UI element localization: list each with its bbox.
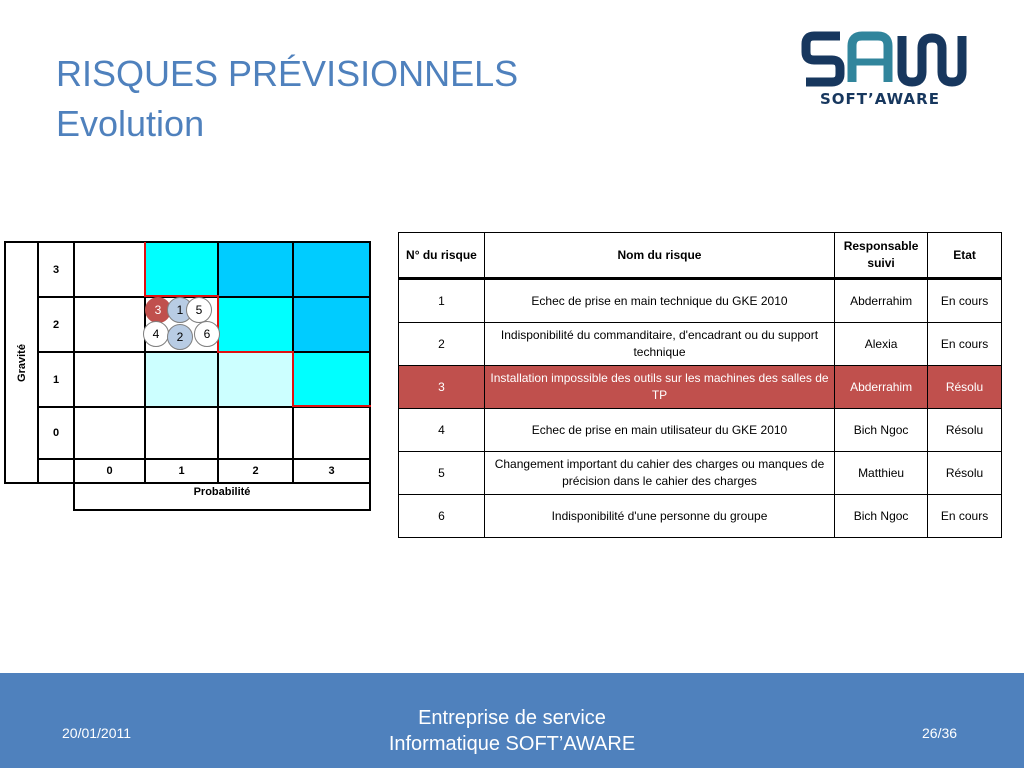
risk-threshold-line bbox=[0, 0, 380, 520]
risk-bubble-1: 1 bbox=[167, 297, 193, 323]
table-row-highlighted bbox=[399, 366, 1002, 409]
footer-line-2: Informatique SOFT’AWARE bbox=[388, 733, 636, 755]
y-axis-label: Gravité bbox=[15, 343, 28, 382]
risk-owner: Abderrahim bbox=[835, 366, 928, 409]
x-axis-label: Probabilité bbox=[193, 486, 251, 498]
table-header-row bbox=[399, 233, 1002, 279]
y-tick-3: 3 bbox=[52, 263, 60, 276]
risk-name: Echec de prise en main utilisateur du GKE 2010 bbox=[484, 409, 834, 452]
risk-bubble-5: 5 bbox=[186, 297, 212, 323]
risk-name: Indisponibilité du commanditaire, d'encadrant ou du support technique bbox=[484, 323, 834, 366]
page-subtitle: Evolution bbox=[56, 103, 205, 144]
risk-owner: Bich Ngoc bbox=[835, 495, 928, 538]
risk-bubble-3: 3 bbox=[145, 297, 171, 323]
x-tick-1: 1 bbox=[178, 465, 185, 477]
footer-date: 20/01/2011 bbox=[62, 725, 132, 741]
risk-state: Résolu bbox=[928, 452, 1002, 495]
risk-number: 5 bbox=[399, 452, 485, 495]
risk-state: Résolu bbox=[928, 366, 1002, 409]
risk-number: 4 bbox=[399, 409, 485, 452]
y-tick-0: 0 bbox=[52, 427, 60, 439]
footer-line-1: Entreprise de service bbox=[418, 707, 606, 729]
risk-bubble-2: 2 bbox=[167, 324, 193, 350]
risk-number: 1 bbox=[399, 279, 485, 323]
table-row bbox=[399, 452, 1002, 495]
risk-state: Résolu bbox=[928, 409, 1002, 452]
risk-owner: Abderrahim bbox=[835, 279, 928, 323]
page-title: RISQUES PRÉVISIONNELS bbox=[56, 53, 519, 94]
risk-bubble-4: 4 bbox=[143, 321, 169, 347]
risk-name: Indisponibilité d'une personne du groupe bbox=[484, 495, 834, 538]
col-header-name: Nom du risque bbox=[484, 233, 834, 279]
risk-name: Changement important du cahier des charges ou manques de précision dans le cahier des charges bbox=[484, 452, 834, 495]
risk-number: 3 bbox=[399, 366, 485, 409]
x-tick-2: 2 bbox=[252, 465, 259, 477]
x-tick-3: 3 bbox=[328, 465, 335, 477]
risk-owner: Alexia bbox=[835, 323, 928, 366]
col-header-number: N° du risque bbox=[399, 233, 485, 279]
x-tick-0: 0 bbox=[106, 465, 113, 477]
risk-number: 2 bbox=[399, 323, 485, 366]
slide-footer bbox=[0, 673, 1024, 768]
risk-owner: Bich Ngoc bbox=[835, 409, 928, 452]
footer-company bbox=[0, 705, 1024, 757]
risk-bubble-6: 6 bbox=[194, 321, 220, 347]
footer-page-number: 26/36 bbox=[922, 725, 958, 741]
risk-state: En cours bbox=[928, 323, 1002, 366]
risk-table bbox=[398, 232, 1002, 538]
y-tick-2: 2 bbox=[52, 318, 60, 331]
risk-name: Echec de prise en main technique du GKE 2010 bbox=[484, 279, 834, 323]
risk-state: En cours bbox=[928, 279, 1002, 323]
risk-matrix bbox=[0, 0, 380, 520]
risk-name: Installation impossible des outils sur les machines des salles de TP bbox=[484, 366, 834, 409]
table-row bbox=[399, 279, 1002, 323]
y-tick-1: 1 bbox=[52, 373, 60, 386]
table-row bbox=[399, 409, 1002, 452]
table-row bbox=[399, 323, 1002, 366]
col-header-state: Etat bbox=[928, 233, 1002, 279]
risk-number: 6 bbox=[399, 495, 485, 538]
logo-tagline: SOFT’AWARE bbox=[820, 90, 940, 108]
softaware-logo bbox=[800, 26, 990, 116]
risk-owner: Matthieu bbox=[835, 452, 928, 495]
table-row bbox=[399, 495, 1002, 538]
risk-state: En cours bbox=[928, 495, 1002, 538]
col-header-owner: Responsable suivi bbox=[835, 233, 928, 279]
